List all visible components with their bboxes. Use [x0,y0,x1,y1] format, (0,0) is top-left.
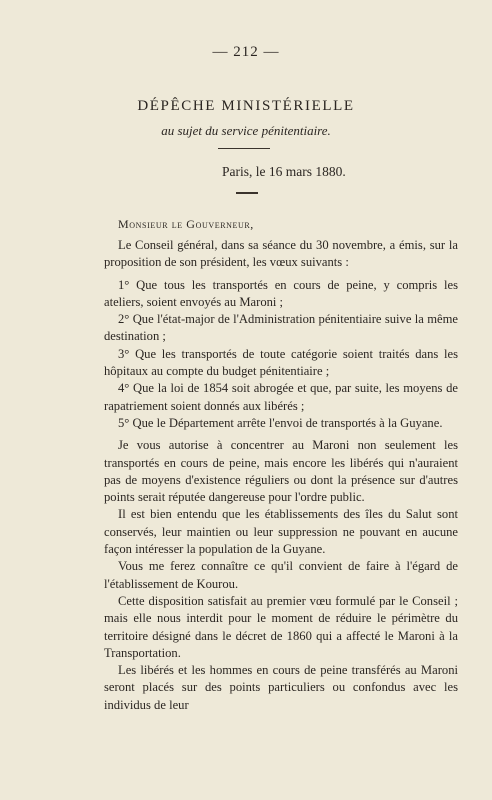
date-rule [236,192,258,194]
paragraph-iles-du-salut: Il est bien entendu que les établissements des îles du Salut sont conservés, leur maintien ou leur suppression ne pouvant en aucune façon intéresser la population de la Guyane. [104,507,458,557]
letter-body [104,237,458,714]
dateline: Paris, le 16 mars 1880. [222,164,346,179]
page-number: — 212 — [212,44,280,60]
paragraph-authorization: Je vous autorise à concentrer au Maroni non seulement les transportés en cours de peine, mais encore les libérés qui n'auraient pas de moyens d'existence réguliers ou dont la présence sur d'autres points serait réputée dangereuse pour l'ordre public. [104,438,458,505]
salutation: Monsieur le Gouverneur, [118,217,254,231]
wish-item-4: 4° Que la loi de 1854 soit abrogée et que, par suite, les moyens de rapatriement soient donnés aux libérés ; [104,381,458,413]
title-rule [218,148,270,149]
document-title: DÉPÊCHE MINISTÉRIELLE [137,98,355,114]
document-subtitle: au sujet du service pénitentiaire. [161,123,331,138]
paragraph-disposition: Cette disposition satisfait au premier vœu formulé par le Conseil ; mais elle nous interdit pour le moment de réduire le périmètre du territoire désigné dans le décret de 1860 qui a affecté le Maroni à la Transportation. [104,593,458,660]
paragraph-kourou: Vous me ferez connaître ce qu'il convient de faire à l'égard de l'établissement de Kourou. [104,559,458,591]
paragraph-liberes: Les libérés et les hommes en cours de peine transférés au Maroni seront placés sur des points particuliers ou confondus avec les individus de leur [104,663,458,712]
wish-item-5: 5° Que le Département arrête l'envoi de transportés à la Guyane. [118,415,443,430]
wish-item-2: 2° Que l'état-major de l'Administration pénitentiaire suive la même destination ; [104,312,458,344]
paragraph-intro: Le Conseil général, dans sa séance du 30 novembre, a émis, sur la proposition de son président, les vœux suivants : [104,238,458,270]
wish-item-1: 1° Que tous les transportés en cours de peine, y compris les ateliers, soient envoyés au Maroni ; [104,277,458,309]
wish-item-3: 3° Que les transportés de toute catégorie soient traités dans les hôpitaux au compte du budget pénitentiaire ; [104,346,458,379]
